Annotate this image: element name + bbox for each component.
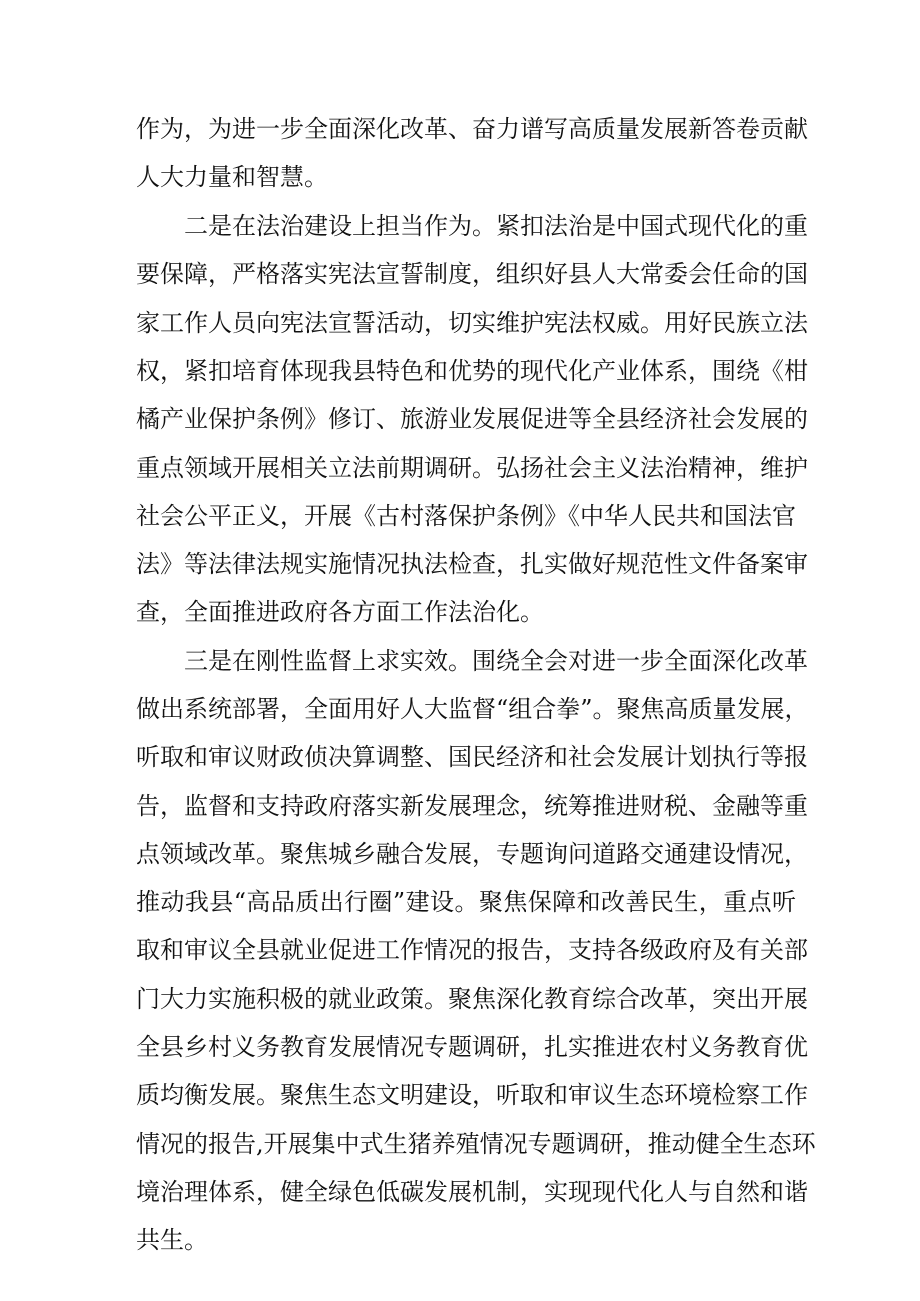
- text-line: 质均衡发展。聚焦生态文明建设，听取和审议生态环境检察工作: [136, 1081, 808, 1109]
- text-line: 取和审议全县就业促进工作情况的报告，支持各级政府及有关部: [136, 936, 808, 964]
- text-line: 权，紧扣培育体现我县特色和优势的现代化产业体系，围绕《柑: [136, 357, 808, 385]
- text-line: 共生。: [136, 1226, 208, 1254]
- text-line: 全县乡村义务教育发展情况专题调研，扎实推进农村义务教育优: [136, 1033, 808, 1061]
- text-line: 要保障，严格落实宪法宣誓制度，组织好县人大常委会任命的国: [136, 260, 808, 288]
- text-line: 听取和审议财政侦决算调整、国民经济和社会发展计划执行等报: [136, 743, 808, 771]
- text-line: 点领域改革。聚焦城乡融合发展，专题询问道路交通建设情况，: [136, 840, 808, 868]
- text-line: 门大力实施积极的就业政策。聚焦深化教育综合改革，突出开展: [136, 985, 808, 1013]
- text-line: 告，监督和支持政府落实新发展理念，统筹推进财税、金融等重: [136, 792, 808, 820]
- text-line: 做出系统部署，全面用好人大监督“组合拳”。聚焦高质量发展，: [136, 695, 809, 723]
- text-line: 二是在法治建设上担当作为。紧扣法治是中国式现代化的重: [184, 212, 808, 240]
- text-line: 情况的报告,开展集中式生猪养殖情况专题调研，推动健全生态环: [136, 1130, 816, 1158]
- text-line: 家工作人员向宪法宣誓活动，切实维护宪法权威。用好民族立法: [136, 309, 808, 337]
- text-line: 橘产业保护条例》修订、旅游业发展促进等全县经济社会发展的: [136, 405, 808, 433]
- text-line: 三是在刚性监督上求实效。围绕全会对进一步全面深化改革: [184, 647, 808, 675]
- text-line: 作为，为进一步全面深化改革、奋力谱写高质量发展新答卷贡献: [136, 115, 808, 143]
- text-line: 推动我县“高品质出行圈”建设。聚焦保障和改善民生，重点听: [136, 888, 796, 916]
- text-line: 重点领域开展相关立法前期调研。弘扬社会主义法治精神，维护: [136, 454, 808, 482]
- text-line: 境治理体系，健全绿色低碳发展机制，实现现代化人与自然和谐: [136, 1178, 808, 1206]
- text-line: 社会公平正义，开展《古村落保护条例》《中华人民共和国法官: [136, 502, 796, 530]
- text-line: 人大力量和智慧。: [136, 163, 328, 191]
- text-line: 法》等法律法规实施情况执法检查，扎实做好规范性文件备案审: [136, 550, 808, 578]
- text-line: 查，全面推进政府各方面工作法治化。: [136, 598, 544, 626]
